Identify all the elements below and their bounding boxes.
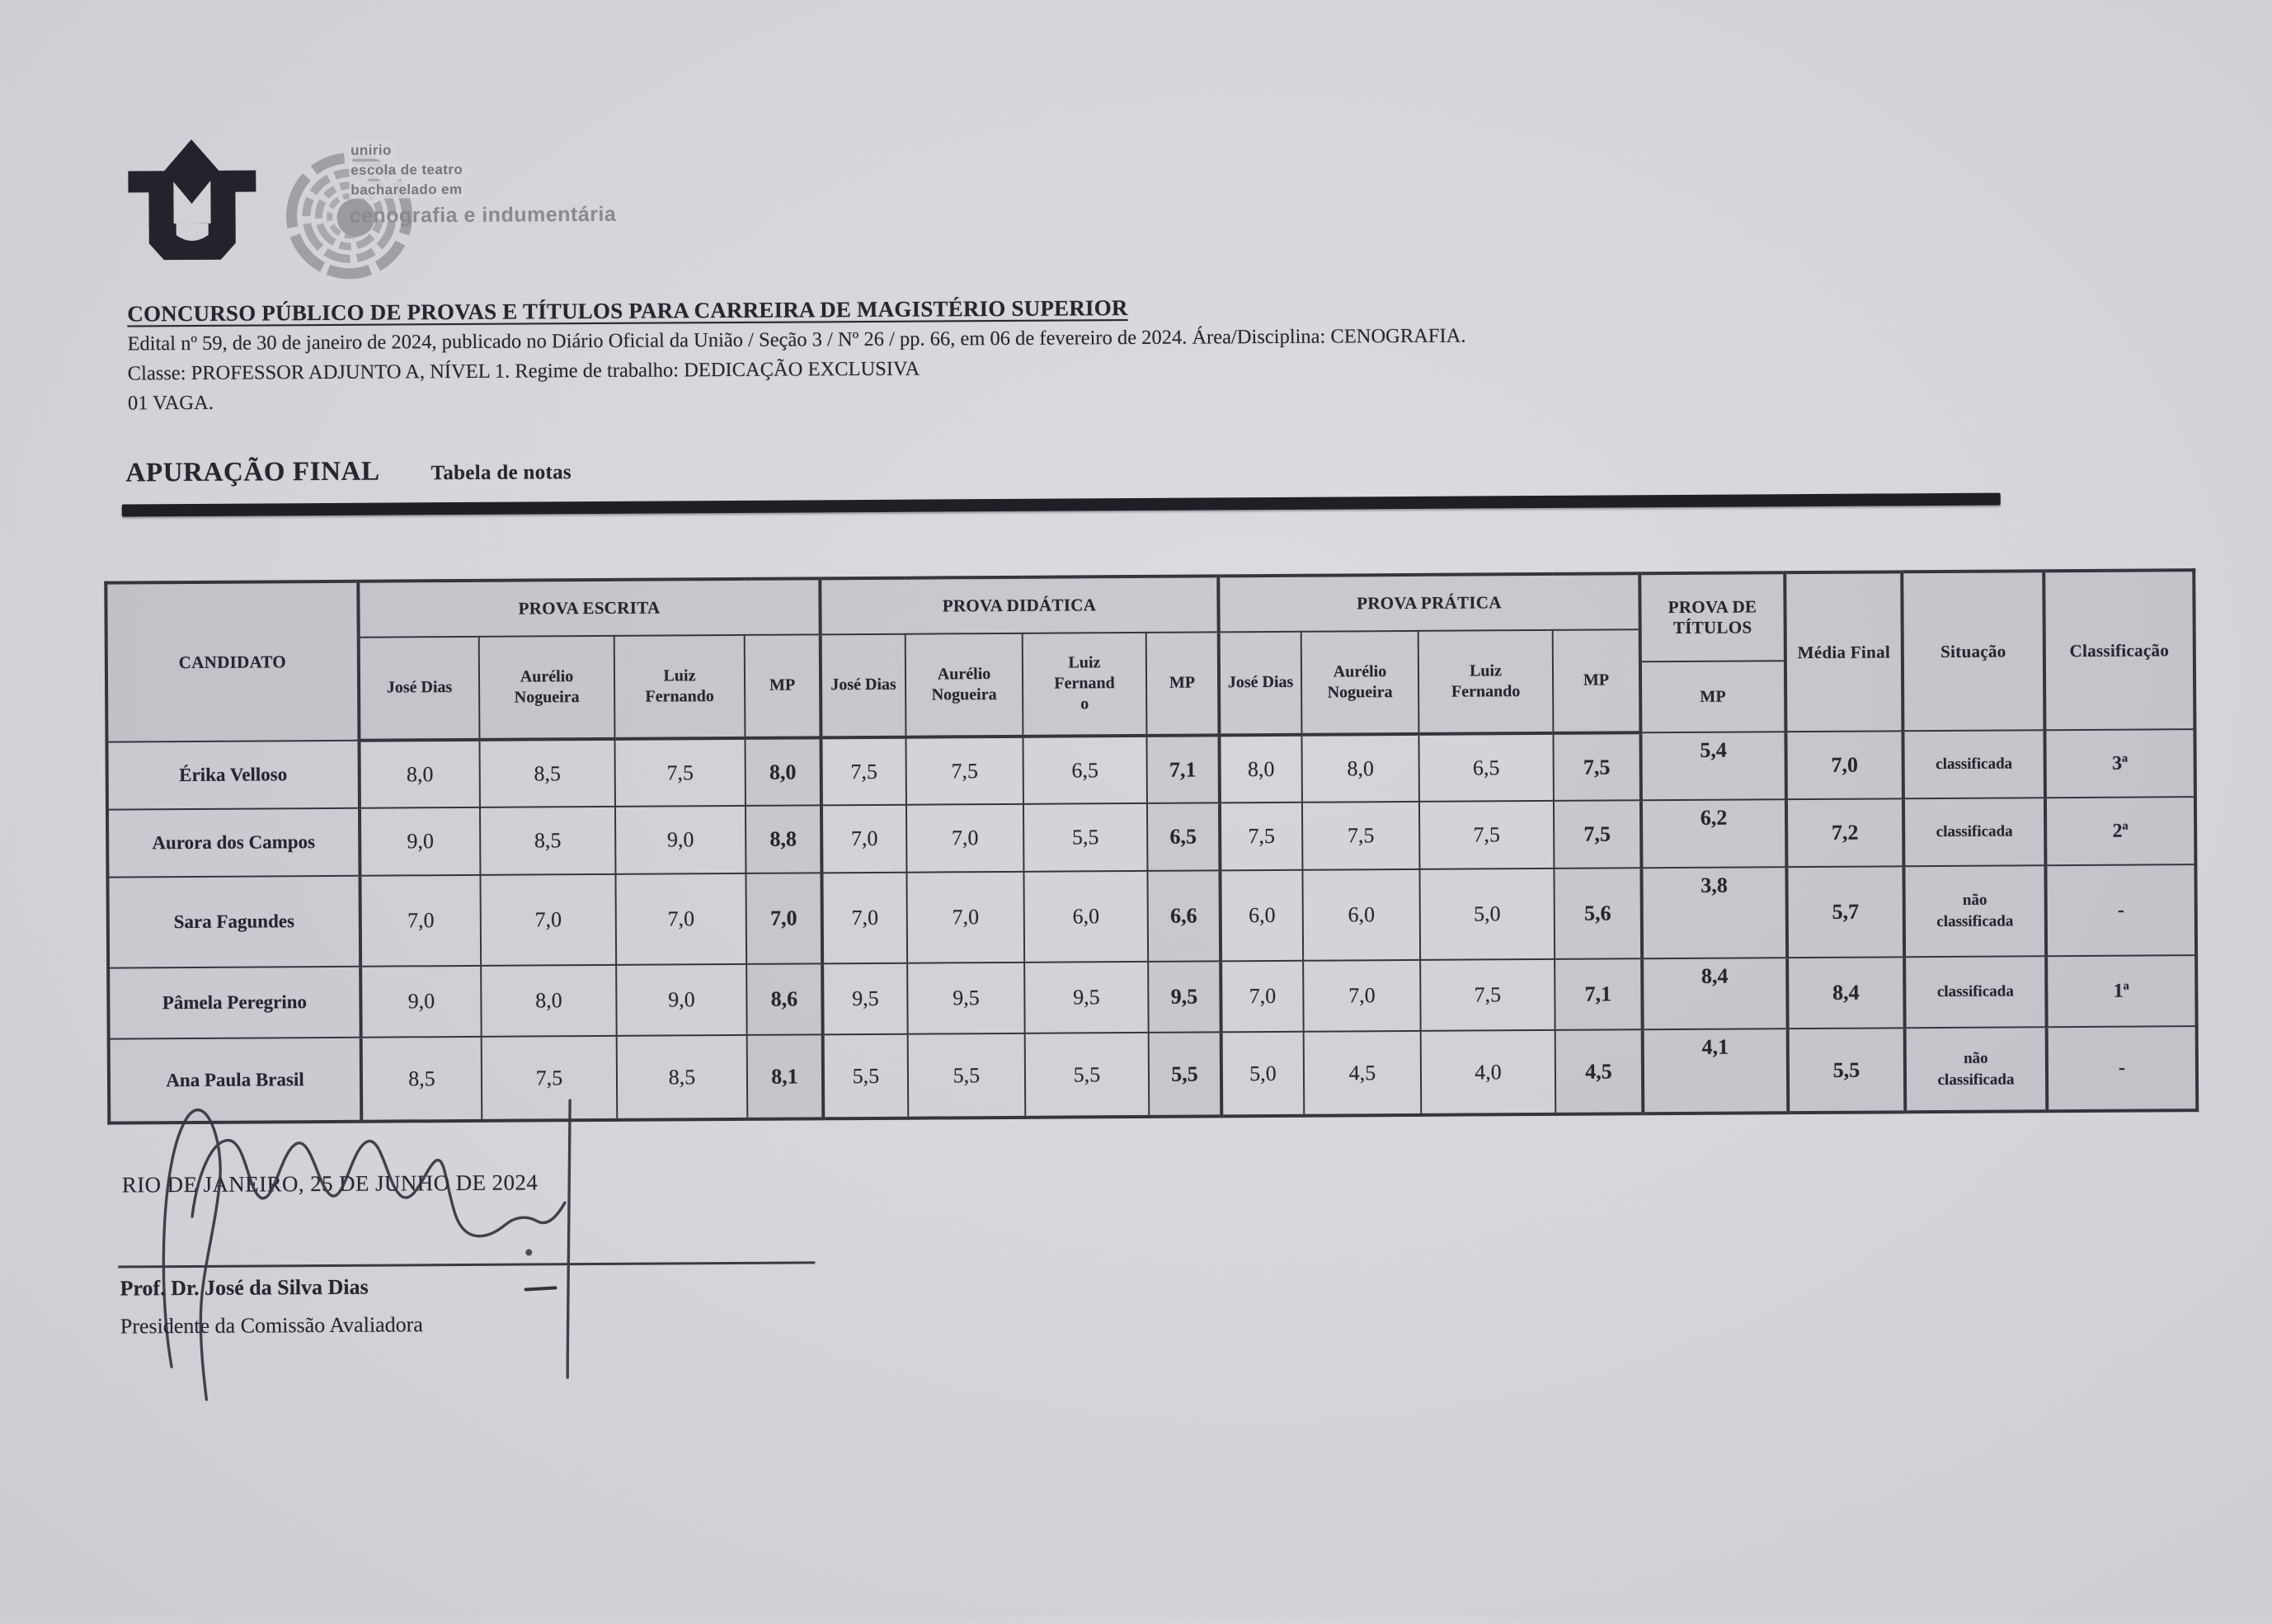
score-cell: 5,5 — [1023, 803, 1147, 872]
score-cell: 9,0 — [615, 806, 746, 874]
score-cell: 8,5 — [361, 1037, 482, 1122]
score-cell: 6,5 — [1023, 736, 1146, 804]
judge-header: Luiz Fernando — [614, 635, 746, 739]
judge-header: Aurélio Nogueira — [906, 633, 1023, 737]
heading-rule — [122, 493, 2001, 517]
judge-header: Aurélio Nogueira — [1301, 631, 1419, 735]
score-cell: 9,5 — [907, 963, 1025, 1034]
situacao-cell: classificada — [1903, 730, 2044, 798]
table-row — [107, 864, 2196, 967]
media-final-cell: 5,5 — [1788, 1028, 1906, 1113]
score-cell: 8,5 — [617, 1035, 748, 1120]
score-cell: 5,0 — [1221, 1032, 1305, 1117]
date-line: RIO DE JANEIRO, 25 DE JUNHO DE 2024 — [121, 1170, 539, 1198]
vagas-line: 01 VAGA. — [127, 391, 214, 415]
score-cell: 6,0 — [1220, 870, 1303, 962]
mp-cell: 7,1 — [1146, 735, 1219, 803]
logo-line-escola: escola de teatro — [349, 161, 466, 179]
score-cell: 9,0 — [616, 964, 747, 1036]
judge-header: Luiz Fernando — [1418, 630, 1554, 734]
judge-header: José Dias — [359, 637, 480, 741]
logo-line-cenografia: cenografia e indumentária — [349, 202, 617, 228]
prova-titulos-label: PROVA DE TÍTULOS — [1641, 574, 1784, 662]
table-row — [108, 955, 2196, 1038]
score-cell: 4,0 — [1421, 1030, 1556, 1115]
signer-name: Prof. Dr. José da Silva Dias — [120, 1274, 369, 1301]
judge-header: Aurélio Nogueira — [479, 636, 615, 740]
score-cell: 9,5 — [822, 963, 908, 1035]
score-cell: 8,0 — [1219, 735, 1301, 803]
classificacao-cell: 1ª — [2046, 955, 2197, 1027]
score-cell: 6,5 — [1418, 733, 1553, 802]
judge-header: Luiz Fernando — [1023, 633, 1147, 737]
classe-line: Classe: PROFESSOR ADJUNTO A, NÍVEL 1. Regime de trabalho: DEDICAÇÃO EXCLUSIVA — [127, 357, 920, 385]
media-final-cell: 7,0 — [1785, 731, 1903, 799]
column-header-candidato: CANDIDATO — [106, 581, 359, 742]
edital-line: Edital nº 59, de 30 de janeiro de 2024, publicado no Diário Oficial da União / Seção 3 / Nº 26 / pp. 66, em 06 de fevereiro de 2024. Área/Disciplina: CENOGRAFIA. — [127, 324, 1466, 355]
titulos-mp-cell: 3,8 — [1641, 867, 1787, 958]
judge-header-mp: MP — [745, 634, 821, 738]
candidate-name: Érika Velloso — [106, 741, 359, 810]
score-cell: 7,0 — [821, 805, 906, 873]
prova-titulos-mp-label: MP — [1700, 687, 1727, 706]
score-cell: 8,5 — [480, 807, 615, 875]
section-title: APURAÇÃO FINAL — [125, 456, 380, 488]
score-cell: 5,5 — [1025, 1033, 1150, 1118]
media-final-cell: 8,4 — [1787, 957, 1905, 1029]
unirio-logo-icon — [128, 137, 259, 263]
group-header-prova-escrita: PROVA ESCRITA — [358, 578, 820, 637]
judge-header-mp: MP — [1553, 629, 1641, 733]
section-subtitle: Tabela de notas — [430, 461, 572, 485]
candidate-name: Ana Paula Brasil — [109, 1038, 362, 1123]
score-cell: 7,5 — [906, 737, 1023, 805]
column-header-classificacao: Classificação — [2044, 570, 2194, 730]
score-cell: 7,5 — [1419, 801, 1554, 869]
candidate-name: Aurora dos Campos — [107, 808, 360, 878]
classificacao-cell: 3ª — [2044, 729, 2194, 798]
media-final-cell: 5,7 — [1786, 866, 1904, 958]
grades-table — [104, 568, 2199, 1124]
score-cell: 7,0 — [821, 873, 907, 964]
table-row — [106, 729, 2194, 809]
group-header-prova-pratica: PROVA PRÁTICA — [1218, 573, 1639, 632]
mp-cell: 6,5 — [1147, 803, 1220, 871]
score-cell: 9,0 — [360, 807, 480, 876]
score-cell: 7,5 — [1302, 802, 1419, 870]
titulos-mp-cell: 6,2 — [1641, 799, 1786, 868]
score-cell: 4,5 — [1304, 1031, 1422, 1116]
score-cell: 8,0 — [481, 965, 617, 1037]
score-cell: 7,5 — [614, 738, 745, 807]
mp-cell: 8,1 — [747, 1034, 824, 1119]
score-cell: 7,5 — [1220, 803, 1302, 871]
score-cell: 7,0 — [906, 872, 1024, 963]
score-cell: 8,0 — [359, 740, 479, 808]
situacao-cell: não classificada — [1905, 1027, 2048, 1112]
document-header — [127, 290, 1909, 416]
candidate-name: Sara Fagundes — [107, 876, 360, 968]
mp-cell: 8,8 — [746, 805, 821, 873]
score-cell: 9,0 — [360, 966, 482, 1038]
table-row — [107, 797, 2195, 877]
score-cell: 7,0 — [615, 873, 746, 965]
media-final-cell: 7,2 — [1786, 798, 1903, 867]
candidate-name: Pâmela Peregrino — [108, 967, 361, 1039]
situacao-cell: classificada — [1903, 798, 2045, 866]
score-cell: 8,0 — [1301, 734, 1418, 803]
mp-cell: 4,5 — [1555, 1029, 1644, 1114]
section-heading — [125, 446, 2014, 488]
mp-cell: 5,6 — [1554, 868, 1642, 959]
score-cell: 8,5 — [479, 739, 614, 807]
judge-header: José Dias — [1219, 632, 1302, 736]
titulos-mp-cell: 5,4 — [1640, 732, 1785, 800]
score-cell: 7,0 — [360, 875, 481, 967]
score-cell: 7,0 — [1303, 960, 1421, 1032]
titulos-mp-cell: 8,4 — [1642, 958, 1788, 1029]
score-cell: 6,0 — [1302, 869, 1420, 961]
judge-header-mp: MP — [1146, 632, 1220, 736]
logo-line-unirio: unirio — [349, 141, 395, 158]
score-cell: 5,5 — [823, 1034, 909, 1119]
signer-role: Presidente da Comissão Avaliadora — [120, 1312, 423, 1339]
mp-cell: 5,5 — [1149, 1032, 1222, 1117]
score-cell: 9,5 — [1024, 962, 1149, 1033]
titulos-mp-cell: 4,1 — [1643, 1029, 1789, 1113]
mp-cell: 7,1 — [1555, 958, 1643, 1030]
logo-text-block — [349, 140, 622, 228]
logo-band — [0, 2, 739, 304]
score-cell: 7,5 — [821, 737, 906, 806]
judge-header: José Dias — [821, 634, 906, 738]
situacao-cell: classificada — [1904, 956, 2047, 1028]
signature-icon — [99, 1090, 612, 1424]
situacao-cell: não classificada — [1903, 865, 2046, 957]
column-header-situacao: Situação — [1902, 571, 2044, 731]
score-cell: 7,0 — [480, 874, 616, 966]
mp-cell: 8,0 — [745, 737, 821, 806]
mp-cell: 9,5 — [1148, 961, 1221, 1033]
classificacao-cell: 2ª — [2045, 797, 2195, 865]
document-title: CONCURSO PÚBLICO DE PROVAS E TÍTULOS PARA CARREIRA DE MAGISTÉRIO SUPERIOR — [127, 295, 1128, 327]
logo-line-bacharelado: bacharelado em — [349, 181, 465, 199]
column-header-media-final: Média Final — [1785, 572, 1903, 732]
score-cell: 6,0 — [1023, 871, 1148, 963]
mp-cell: 6,6 — [1147, 870, 1221, 962]
mp-cell: 8,6 — [746, 963, 823, 1035]
classificacao-cell: - — [2045, 864, 2196, 956]
score-cell: 5,0 — [1419, 868, 1555, 960]
classificacao-cell: - — [2047, 1026, 2198, 1111]
group-header-prova-didatica: PROVA DIDÁTICA — [820, 576, 1218, 634]
score-cell: 7,5 — [482, 1036, 618, 1121]
group-header-prova-titulos — [1639, 572, 1785, 732]
mp-cell: 7,5 — [1554, 800, 1641, 868]
score-cell: 5,5 — [908, 1033, 1026, 1118]
score-cell: 7,5 — [1420, 959, 1555, 1031]
mp-cell: 7,5 — [1553, 732, 1640, 801]
mp-cell: 7,0 — [746, 873, 822, 964]
score-cell: 7,0 — [1221, 961, 1304, 1033]
score-cell: 7,0 — [906, 804, 1023, 873]
